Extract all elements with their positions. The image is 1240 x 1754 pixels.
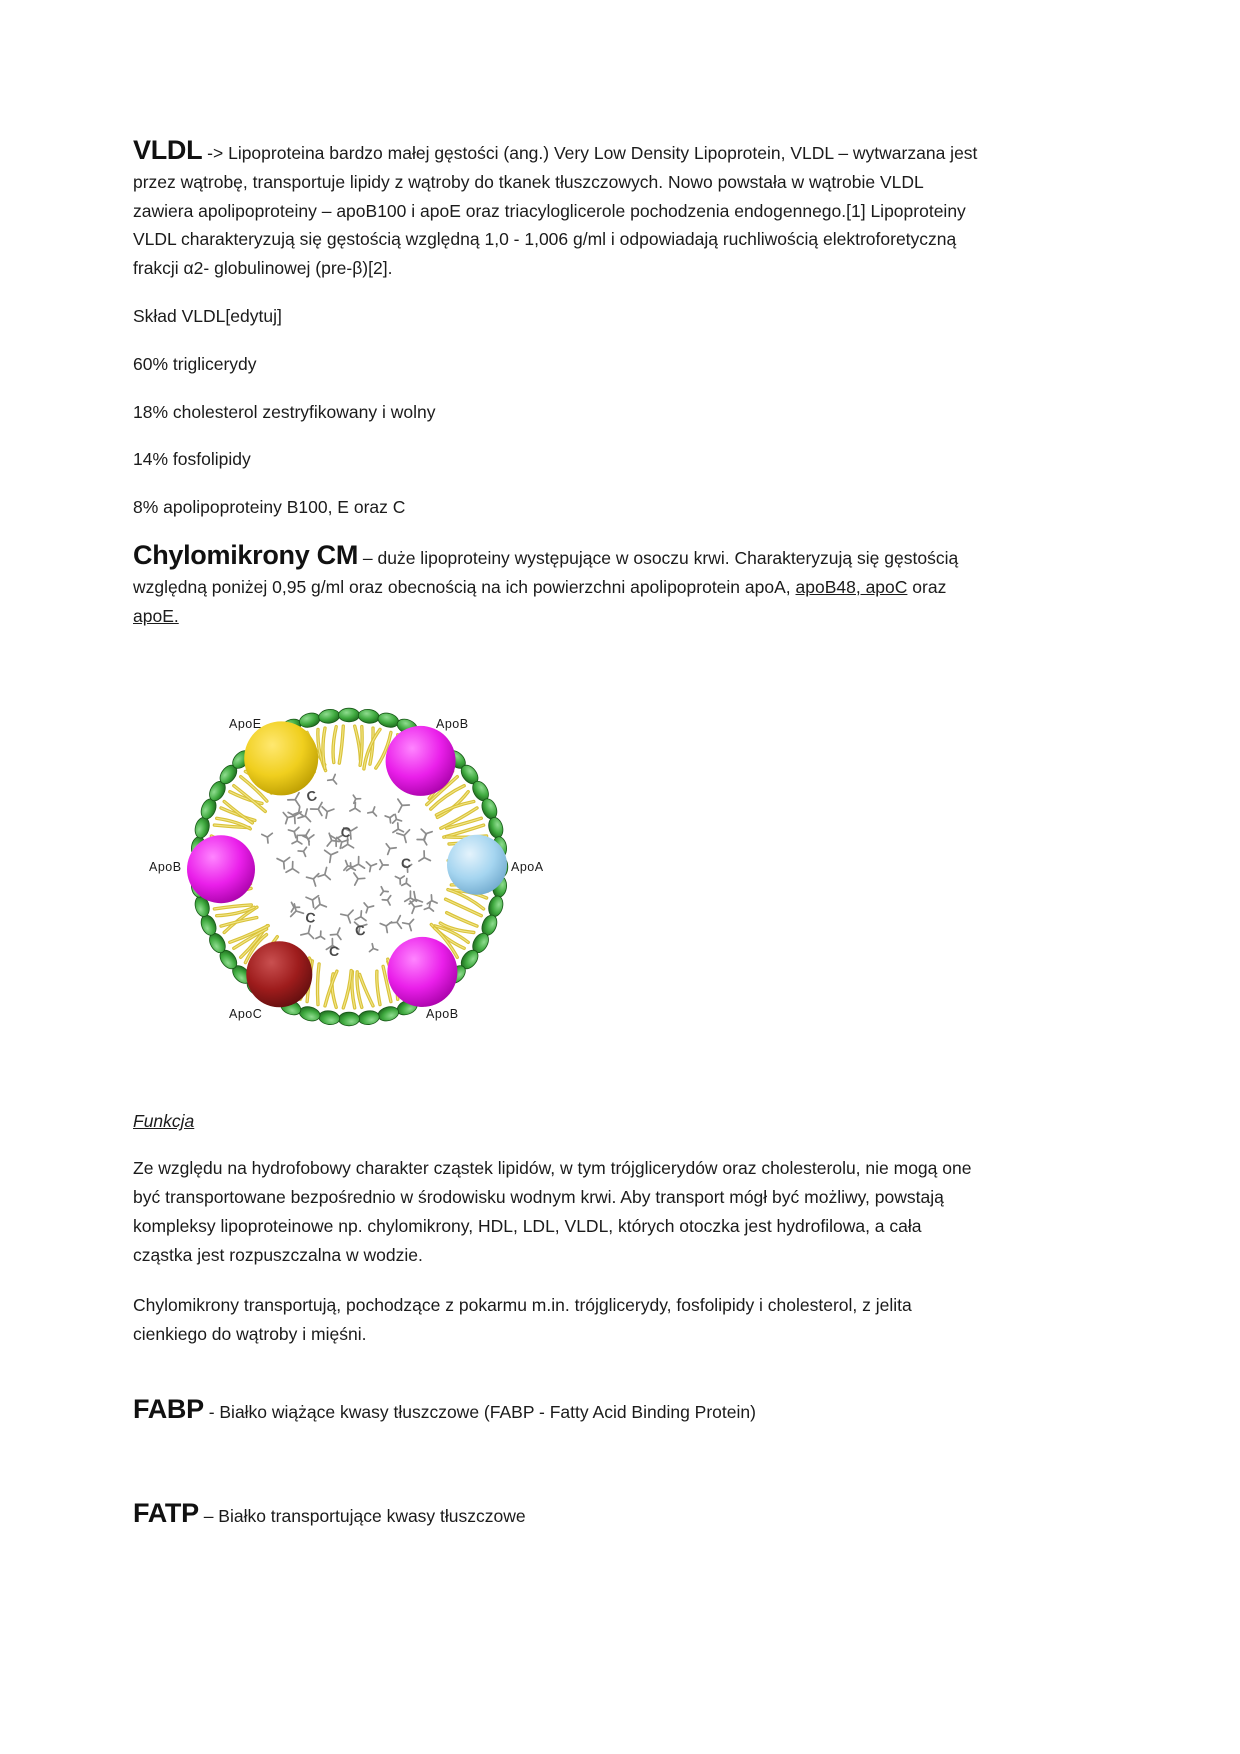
sphere-apoa bbox=[447, 835, 507, 895]
core-cholesterol-letter: C bbox=[401, 855, 412, 872]
sklad-item-cholesterol: 18% cholesterol zestryfikowany i wolny bbox=[133, 401, 436, 422]
fatp-paragraph bbox=[133, 1499, 978, 1531]
sphere-apob bbox=[386, 726, 456, 796]
vldl-term: VLDL bbox=[133, 135, 203, 165]
vldl-body: -> Lipoproteina bardzo małej gęstości (ang.) Very Low Density Lipoprotein, VLDL – wytwarzana jest przez wątrobę, transportuje lipidy z wątroby do tkanek tłuszczowych. Nowo powstała w wątrobie VLDL zawiera apolipoproteiny – apoB100 i apoE oraz triacyloglicerole pochodzenia endogennego.[1] Lipoproteiny VLDL charakteryzują się gęstością względną 1,0 - 1,006 g/ml i odpowiadają ruchliwością elektroforetyczną frakcji α2- globulinowej (pre-β)[2]. bbox=[133, 143, 978, 279]
diagram-label-apob-2: ApoB bbox=[149, 860, 182, 875]
diagram-label-apoe-0: ApoE bbox=[229, 717, 262, 732]
funkcja-paragraph-1: Ze względu na hydrofobowy charakter cząstek lipidów, w tym trójglicerydów oraz cholesterolu, nie mogą one być transportowane bezpośrednio w środowisku wodnym krwi. Aby transport mógł być możliwy, powstają kompleksy lipoproteinowe np. chylomikrony, HDL, LDL, VLDL, których otoczka jest hydrofilowa, a cała cząstka jest rozpuszczalna w wodzie. bbox=[133, 1158, 972, 1265]
document-page bbox=[133, 0, 978, 1531]
funkcja-paragraph-2: Chylomikrony transportują, pochodzące z pokarmu m.in. trójglicerydy, fosfolipidy i cholesterol, z jelita cienkiego do wątroby i mięśni. bbox=[133, 1295, 912, 1345]
fabp-body: - Białko wiążące kwasy tłuszczowe (FABP - Fatty Acid Binding Protein) bbox=[208, 1401, 756, 1422]
chylomikrony-apob48-apoc: apoB48, apoC bbox=[795, 576, 908, 597]
sphere-apoc bbox=[246, 942, 312, 1008]
fabp-term: FABP bbox=[133, 1393, 204, 1424]
chylomikrony-apoe: apoE. bbox=[133, 605, 179, 626]
diagram-label-apoc-4: ApoC bbox=[229, 1007, 263, 1022]
sklad-item-apolipoproteiny: 8% apolipoproteiny B100, E oraz C bbox=[133, 497, 406, 518]
core-cholesterol-letter: C bbox=[304, 787, 319, 806]
chylomikrony-term: Chylomikrony CM bbox=[133, 539, 359, 570]
fabp-paragraph bbox=[133, 1395, 978, 1427]
sphere-apob bbox=[387, 937, 457, 1007]
core-cholesterol-letter: C bbox=[339, 823, 353, 842]
chylomikrony-oraz: oraz bbox=[912, 576, 947, 597]
funkcja-heading: Funkcja bbox=[133, 1111, 195, 1132]
sklad-item-triglicerydy: 60% triglicerydy bbox=[133, 353, 257, 374]
lipoprotein-diagram-svg bbox=[133, 704, 553, 1032]
sklad-item-fosfolipidy: 14% fosfolipidy bbox=[133, 449, 251, 470]
diagram-label-apob-1: ApoB bbox=[436, 717, 469, 732]
sphere-apob bbox=[187, 836, 255, 904]
sklad-heading: Skład VLDL[edytuj] bbox=[133, 305, 282, 326]
core-cholesterol-letter: C bbox=[353, 921, 367, 940]
core-cholesterol-letter: C bbox=[304, 909, 317, 927]
vldl-paragraph bbox=[133, 136, 978, 283]
diagram-label-apob-5: ApoB bbox=[426, 1007, 459, 1022]
sphere-apoe bbox=[244, 722, 318, 796]
chylomikrony-paragraph bbox=[133, 541, 978, 630]
fatp-term: FATP bbox=[133, 1497, 199, 1528]
fatp-body: – Białko transportujące kwasy tłuszczowe bbox=[203, 1505, 526, 1526]
chylomikrony-body: – duże lipoproteiny występujące w osoczu krwi. Charakteryzują się gęstością względną poniżej 0,95 g/ml oraz obecnością na ich powierzchni apolipoprotein apoA, bbox=[133, 547, 959, 597]
diagram-label-apoa-3: ApoA bbox=[511, 860, 544, 875]
core-cholesterol-letter: C bbox=[329, 943, 340, 960]
lipoprotein-diagram bbox=[133, 704, 978, 1037]
